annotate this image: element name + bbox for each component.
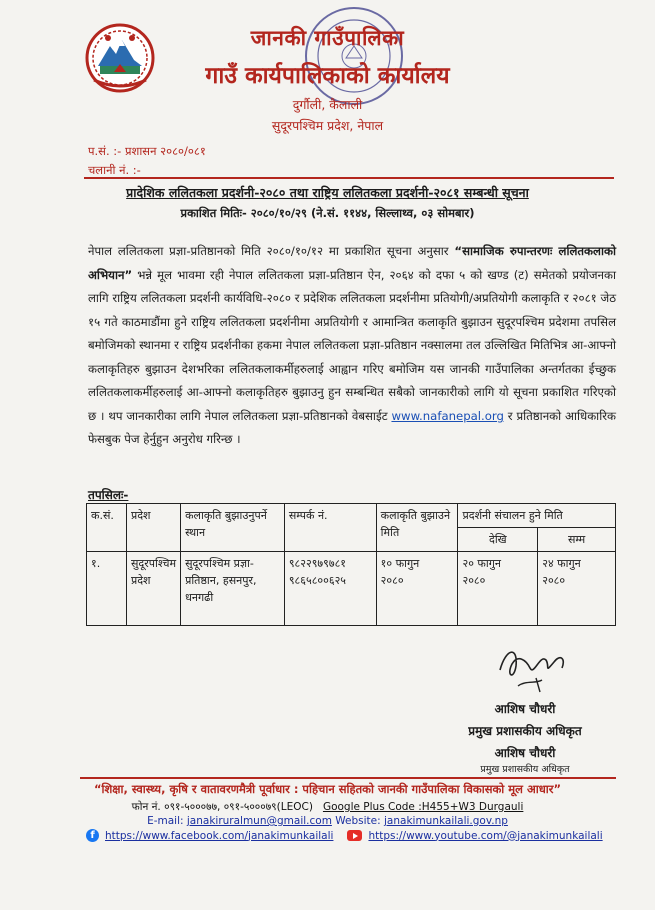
cell-from: [458, 552, 538, 626]
body-text-2: भन्ने मूल भावमा रही नेपाल ललितकला प्रज्ञा-प्रतिष्ठान ऐन, २०६४ को दफा ५ को खण्ड (ट) समेतको प्रयोजनका लागि राष्ट्रिय ललितकला प्रदर्शनी कार्यविधि-२०८० र प्रदेशिक ललितकला प्रदर्शनीमा प्रतियोगी/अप्रतियोगी कलाकृति र २०८१ जेठ १५ गते काठमाडौंमा हुने राष्ट्रिय ललितकला प्रदर्शनीमा अप्रतियोगी र आमान्त्रित कलाकृति बुझाउन सुदूरपश्चिम प्रदेशमा तपसिल बमोजिमको स्थानमा र राष्ट्रिय प्रदर्शनीका हकमा नेपाल ललितकला प्रज्ञा-प्रतिष्ठान नक्सालमा तल उल्लिखित मितिभित्र आ-आफ्नो कलाकृतिहरु बुझाउन देशभरिका ललितकलाकर्मीहरुलाई आह्वान गरिए बमोजिम यस जानकी गाउँपालिका अन्तर्गतका ईच्छुक ललितकलाकर्मीहरुलाई आ-आफ्नो कलाकृतिहरु बुझाउनु हुन सम्बन्धित सबैको जानकारीको लागि यो सूचना प्रकाशित गरिएको छ । थप जानकारीका लागि नेपाल ललितकला प्रज्ञा-प्रतिष्ठानको वेबसाईट: [88, 267, 616, 423]
header-from: देखि: [458, 528, 538, 552]
dispatch-number: चलानी नं. :-: [88, 163, 141, 177]
plus-code: Google Plus Code :H455+W3 Durgauli: [322, 801, 524, 813]
cell-submit-date: [376, 552, 458, 626]
cell-place: सुदूरपश्चिम प्रज्ञा-प्रतिष्ठान, हसनपुर, धनगढी: [181, 552, 285, 626]
cell-province: सुदूरपश्चिम प्रदेश: [126, 552, 180, 626]
footer-slogan: “शिक्षा, स्वास्थ्य, कृषि र वातावरणमैत्री पूर्वाधार : पहिचान सहितको जानकी गाउँपालिका विकासको मूल आधार”: [93, 782, 562, 796]
cell-to: [538, 552, 616, 626]
table-row: [87, 552, 616, 626]
header-sn: क.सं.: [87, 504, 127, 552]
address-line1: दुर्गौली, कैलाली: [292, 97, 363, 112]
header-divider: [84, 177, 614, 179]
reference-number: प.सं. :- प्रशासन २०८०/०८१: [88, 144, 206, 158]
details-label: तपसिलः-: [88, 488, 129, 502]
table-header-row: [87, 504, 616, 528]
submit-date-year: २०८०: [380, 574, 404, 587]
header-to: सम्म: [538, 528, 616, 552]
contact-number-1: ९८२२९७९७८१: [288, 557, 347, 570]
email-label: E-mail:: [147, 815, 184, 827]
youtube-link[interactable]: https://www.youtube.com/@janakimunkailali: [368, 829, 603, 842]
cell-sn: १.: [87, 552, 127, 626]
youtube-icon: [347, 830, 362, 841]
signatory-title: प्रमुख प्रशासकीय अधिकृत: [468, 724, 582, 738]
submit-date-day: १० फागुन: [380, 557, 420, 570]
footer-divider: [80, 777, 616, 779]
from-date-year: २०८०: [462, 574, 486, 587]
stamp-title: प्रमुख प्रशासकीय अधिकृत: [480, 764, 570, 775]
email-link[interactable]: janakiruralmun@gmail.com: [186, 815, 332, 827]
to-date-year: २०८०: [542, 574, 566, 587]
contact-number-2: ९८६५८००६२५: [288, 574, 347, 587]
cell-contact: [284, 552, 376, 626]
body-theme-bold: “सामाजिक रुपान्तरणः ललितकलाको अभियान”: [88, 244, 616, 282]
address-line2: सुदूरपश्चिम प्रदेश, नेपाल: [271, 118, 384, 133]
details-table: [86, 503, 616, 626]
nafa-website-link[interactable]: www.nafanepal.org: [391, 408, 504, 423]
org-name-line1: जानकी गाउँपालिका: [250, 26, 405, 50]
published-date: प्रकाशित मितिः- २०८०/१०/२९ (ने.सं. ११४४, सिल्लाथ्व, ०३ सोमबार): [180, 206, 475, 220]
header-contact: सम्पर्क नं.: [284, 504, 376, 552]
header-province: प्रदेश: [126, 504, 180, 552]
header-place: कलाकृति बुझाउनुपर्ने स्थान: [181, 504, 285, 552]
stamp-name: आशिष चौधरी: [494, 746, 556, 760]
notice-title: प्रादेशिक ललितकला प्रदर्शनी-२०८० तथा राष्ट्रिय ललितकला प्रदर्शनी-२०८१ सम्बन्धी सूचना: [126, 185, 529, 200]
facebook-icon: f: [86, 829, 99, 842]
header-submit-date: कलाकृति बुझाउने मिति: [376, 504, 458, 552]
header-exhibition-date: प्रदर्शनी संचालन हुने मिति: [458, 504, 616, 528]
to-date-day: २४ फागुन: [542, 557, 581, 570]
facebook-link[interactable]: https://www.facebook.com/janakimunkailali: [105, 829, 334, 842]
website-link[interactable]: janakimunkailali.gov.np: [384, 815, 508, 827]
website-label: Website:: [335, 815, 381, 827]
footer-email-line: [0, 815, 655, 827]
footer-social-line: [86, 829, 603, 842]
footer-contact-line: [0, 800, 655, 814]
handwritten-signature: [496, 640, 576, 700]
office-seal-stamp: [300, 2, 408, 110]
body-text-1: नेपाल ललितकला प्रज्ञा-प्रतिष्ठानको मिति २०८०/१०/१२ मा प्रकाशित सूचना अनुसार: [88, 244, 455, 258]
signatory-name: आशिष चौधरी: [494, 702, 556, 716]
body-text-3: र प्रतिष्ठानको आधिकारिक फेसबुक पेज हेर्नुहुन अनुरोध गरिन्छ ।: [88, 408, 616, 446]
from-date-day: २० फागुन: [462, 557, 502, 570]
phone-numbers: फोन नं. ०९१-५०००७७, ०९१-५०००७९(LEOC): [131, 801, 313, 813]
org-name-line2: गाउँ कार्यपालिकाको कार्यालय: [205, 63, 450, 89]
notice-body: [88, 240, 616, 452]
